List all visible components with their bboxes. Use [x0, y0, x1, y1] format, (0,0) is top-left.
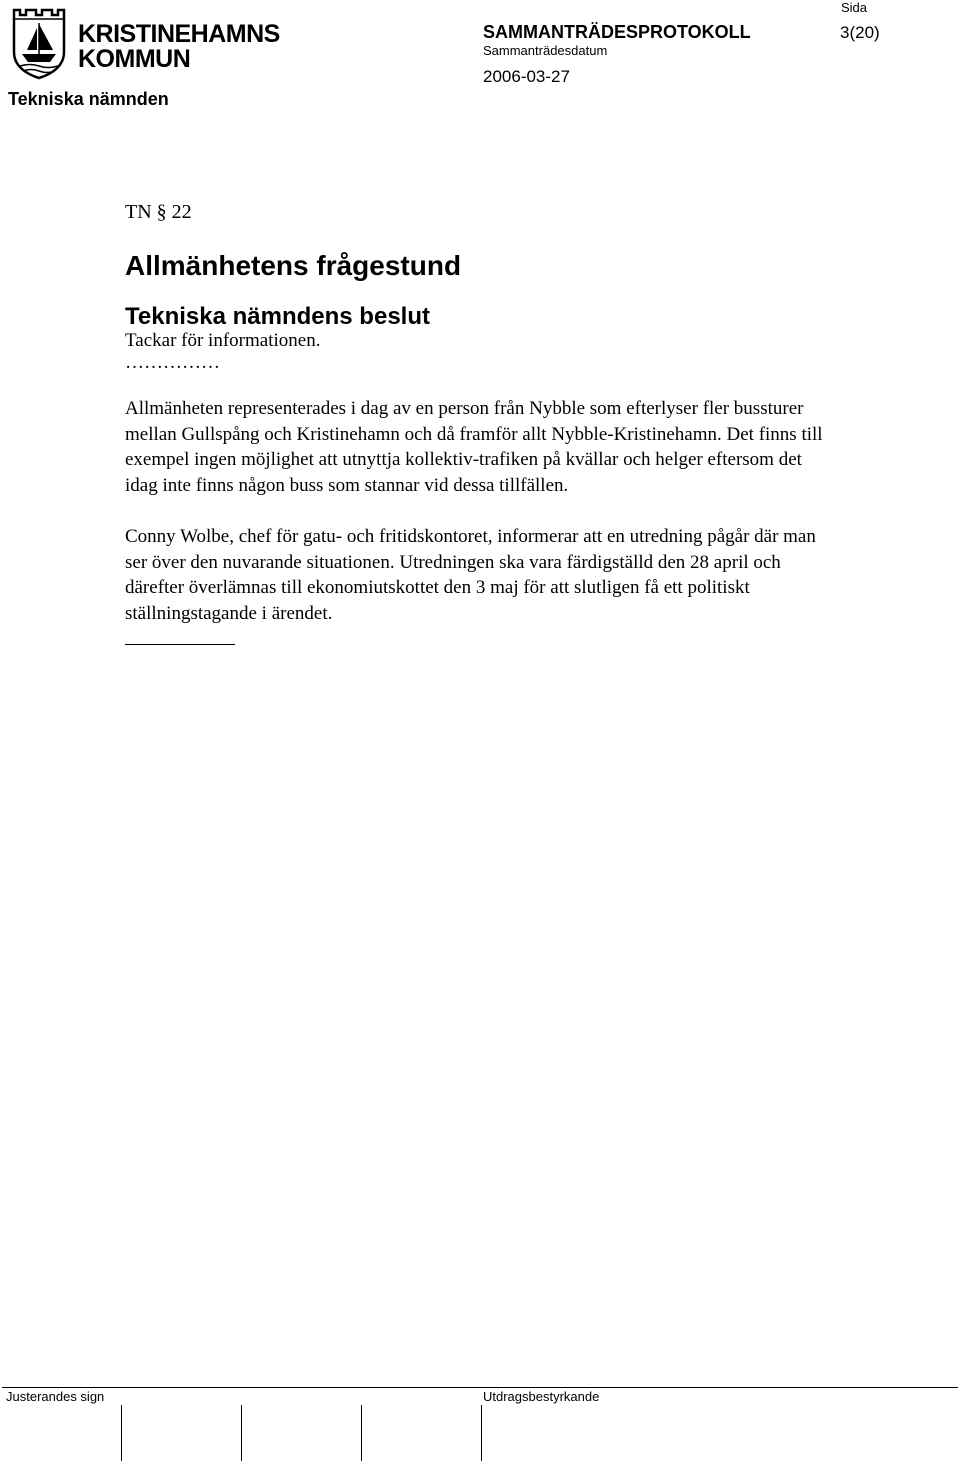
- signature-box-divider: [361, 1405, 362, 1461]
- municipality-name: [78, 22, 280, 72]
- meeting-date: 2006-03-27: [483, 67, 570, 86]
- signature-label: Justerandes sign: [6, 1389, 105, 1404]
- extract-certification-label: Utdragsbestyrkande: [483, 1389, 600, 1404]
- municipality-name-line1: KRISTINEHAMNS: [78, 20, 280, 48]
- signature-box-divider: [121, 1405, 122, 1461]
- decision-text: Tackar för informationen.: [125, 330, 321, 351]
- paragraph-public-question: Allmänheten representerades i dag av en person från Nybble som efterlyser fler bussturer mellan Gullspång och Kristinehamn och då framför allt Nybble-Kristinehamn. Det finns till exempel ingen möjlighet att utnyttja kollektiv-trafiken på kvällar och helger eftersom det idag inte finns någon buss som stannar vid dessa tillfällen.: [125, 398, 823, 496]
- document-type: SAMMANTRÄDESPROTOKOLL: [483, 22, 751, 42]
- case-number: TN § 22: [125, 201, 192, 223]
- footer-divider: [2, 1387, 958, 1388]
- page-number: 3(20): [840, 23, 880, 42]
- decision-heading: Tekniska nämndens beslut: [125, 303, 430, 330]
- municipality-coat-of-arms-icon: [10, 6, 68, 80]
- paragraph-response: Conny Wolbe, chef för gatu- och fritidskontoret, informerar att en utredning pågår där man ser över den nuvarande situationen. Utredningen ska vara färdigställd den 28 april och därefter överlämnas till ekonomiutskottet den 3 maj för att slutligen få ett politiskt ställningstagande i ärendet.: [125, 526, 816, 624]
- page-label: Sida: [841, 0, 868, 15]
- section-separator: ……………: [125, 352, 220, 373]
- item-title: Allmänhetens frågestund: [125, 250, 462, 281]
- signature-box-divider: [241, 1405, 242, 1461]
- meeting-date-label: Sammanträdesdatum: [483, 43, 608, 58]
- end-divider: [125, 644, 235, 645]
- protocol-item: [125, 200, 825, 645]
- signature-box-divider: [481, 1405, 482, 1461]
- municipality-name-line2: KOMMUN: [78, 45, 191, 73]
- committee-name: Tekniska nämnden: [8, 89, 169, 109]
